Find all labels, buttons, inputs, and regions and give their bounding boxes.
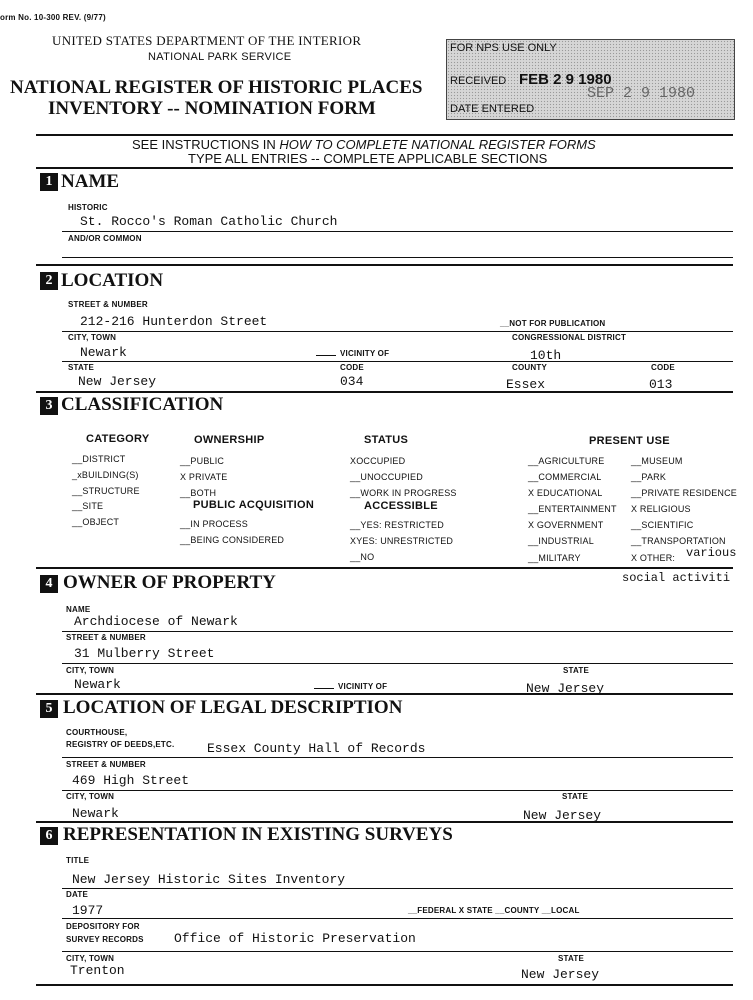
county-code-value: 013 (649, 377, 673, 392)
section-title: OWNER OF PROPERTY (63, 572, 276, 593)
category-list (72, 452, 140, 531)
status-item: XOCCUPIED (350, 456, 406, 466)
section-number: 3 (40, 397, 58, 415)
service-name: NATIONAL PARK SERVICE (148, 51, 292, 63)
instructions-line1 (132, 137, 596, 152)
field-rule (62, 663, 733, 664)
depository-label-line2: SURVEY RECORDS (66, 935, 144, 944)
public-acquisition-header: PUBLIC ACQUISITION (193, 499, 315, 511)
owner-name-label: NAME (66, 605, 91, 614)
ownership-item: __PUBLIC (180, 456, 225, 466)
common-name-label: AND/OR COMMON (68, 234, 142, 243)
field-rule (62, 331, 733, 332)
owner-name-value: Archdiocese of Newark (74, 614, 238, 629)
status-item: __WORK IN PROGRESS (350, 488, 457, 498)
other-use-value-continued: social activiti (622, 571, 731, 585)
section-number: 6 (40, 827, 58, 845)
status-list (350, 453, 457, 501)
present-use-item: X GOVERNMENT (528, 520, 604, 531)
present-use-item: __COMMERCIAL (528, 472, 602, 483)
field-rule (62, 918, 733, 919)
section-title: CLASSIFICATION (61, 394, 224, 415)
present-use-item: __SCIENTIFIC (631, 520, 694, 531)
ownership-list (180, 453, 227, 501)
ownership-header: OWNERSHIP (194, 434, 265, 446)
section-rule (36, 567, 733, 569)
present-use-item: __MUSEUM (631, 456, 683, 466)
depository-city-value: Trenton (70, 963, 125, 978)
street-value: 212-216 Hunterdon Street (80, 314, 268, 329)
nps-use-label: FOR NPS USE ONLY (450, 42, 557, 54)
other-use-value: various (686, 546, 737, 560)
owner-city-label: CITY, TOWN (66, 666, 115, 675)
street-label: STREET & NUMBER (68, 300, 148, 309)
nps-use-box (446, 39, 735, 120)
section-number: 5 (40, 700, 58, 718)
field-rule (62, 231, 733, 232)
date-entered-label: DATE ENTERED (450, 103, 535, 115)
congress-value: 10th (530, 348, 562, 363)
accessible-header: ACCESSIBLE (364, 500, 438, 512)
field-rule (62, 257, 733, 258)
present-use-list-1 (528, 453, 617, 566)
status-item: __UNOCCUPIED (350, 472, 423, 482)
county-label: COUNTY (512, 363, 547, 372)
state-value: New Jersey (78, 374, 157, 389)
field-rule (62, 631, 733, 632)
county-code-label: CODE (651, 363, 675, 372)
state-code-value: 034 (340, 374, 364, 389)
historic-name-value: St. Rocco's Roman Catholic Church (80, 214, 338, 229)
owner-state-label: STATE (563, 666, 590, 675)
legal-state-label: STATE (562, 792, 589, 801)
depository-state-value: New Jersey (521, 967, 600, 982)
depository-label-line1: DEPOSITORY FOR (66, 922, 140, 931)
field-rule (62, 951, 733, 952)
ownership-item: __BOTH (180, 488, 217, 498)
accessible-item: __YES: RESTRICTED (350, 520, 444, 530)
depository-state-label: STATE (558, 954, 585, 963)
category-item: __STRUCTURE (72, 485, 140, 496)
section-number: 1 (40, 173, 58, 191)
section-title: NAME (61, 171, 120, 192)
present-use-item: __PARK (631, 472, 667, 483)
accessible-list (350, 517, 453, 565)
depository-value: Office of Historic Preservation (174, 931, 416, 946)
acquisition-item: __IN PROCESS (180, 519, 248, 529)
courthouse-label-line1: COURTHOUSE, (66, 728, 128, 737)
category-item: __DISTRICT (72, 454, 126, 464)
county-value: Essex (506, 377, 546, 392)
instructions-line2: TYPE ALL ENTRIES -- COMPLETE APPLICABLE SECTIONS (188, 151, 548, 166)
accessible-item: XYES: UNRESTRICTED (350, 536, 454, 546)
present-use-header: PRESENT USE (589, 435, 670, 447)
legal-city-value: Newark (72, 806, 119, 821)
present-use-item: __ENTERTAINMENT (528, 504, 617, 515)
section-rule (36, 264, 733, 266)
accessible-item: __NO (350, 552, 375, 562)
header-rule (36, 134, 733, 136)
category-item: __OBJECT (72, 517, 120, 528)
present-use-item: __AGRICULTURE (528, 456, 605, 466)
legal-city-label: CITY, TOWN (66, 792, 115, 801)
owner-vicinity-label (314, 682, 387, 691)
section-rule (36, 821, 733, 823)
section-rule (36, 984, 733, 986)
field-rule (62, 757, 733, 758)
category-item: __SITE (72, 501, 104, 512)
owner-street-value: 31 Mulberry Street (74, 646, 215, 661)
depository-city-label: CITY, TOWN (66, 954, 115, 963)
field-rule (62, 790, 733, 791)
ownership-item: X PRIVATE (180, 472, 228, 482)
present-use-item: X EDUCATIONAL (528, 488, 603, 499)
present-use-item: __MILITARY (528, 552, 581, 563)
acquisition-item: __BEING CONSIDERED (180, 535, 285, 545)
present-use-item: X RELIGIOUS (631, 504, 691, 515)
form-title-line2: INVENTORY -- NOMINATION FORM (48, 98, 376, 119)
historic-label: HISTORIC (68, 203, 108, 212)
survey-levels: __FEDERAL X STATE __COUNTY __LOCAL (408, 906, 580, 915)
owner-vicinity-label-text: VICINITY OF (338, 682, 388, 691)
received-label: RECEIVED (450, 75, 507, 87)
section-number: 2 (40, 272, 58, 290)
status-header: STATUS (364, 434, 409, 446)
section-rule (36, 391, 733, 393)
section-title: REPRESENTATION IN EXISTING SURVEYS (63, 824, 453, 845)
instructions-guide-title: HOW TO COMPLETE NATIONAL REGISTER FORMS (279, 137, 596, 152)
state-label: STATE (68, 363, 95, 372)
survey-date-label: DATE (66, 890, 88, 899)
courthouse-value: Essex County Hall of Records (207, 741, 426, 756)
department-name: UNITED STATES DEPARTMENT OF THE INTERIOR (52, 33, 362, 48)
field-rule (62, 888, 733, 889)
present-use-item: __TRANSPORTATION (631, 536, 726, 547)
vicinity-label (316, 349, 389, 358)
survey-title-label: TITLE (66, 856, 90, 865)
acquisition-list (180, 516, 284, 548)
survey-title-value: New Jersey Historic Sites Inventory (72, 872, 346, 887)
category-header: CATEGORY (86, 433, 150, 445)
courthouse-label-line2: REGISTRY OF DEEDS,ETC. (66, 740, 175, 749)
form-number: orm No. 10-300 REV. (9/77) (0, 13, 106, 22)
code-label: CODE (340, 363, 364, 372)
category-item: _xBUILDING(S) (72, 469, 139, 480)
present-use-item: __PRIVATE RESIDENCE (631, 488, 737, 499)
date-entered-stamp: SEP 2 9 1980 (587, 85, 696, 102)
congress-label: CONGRESSIONAL DISTRICT (512, 333, 627, 342)
instructions-text: SEE INSTRUCTIONS IN (132, 137, 280, 152)
section-number: 4 (40, 575, 58, 593)
city-value: Newark (80, 345, 127, 360)
survey-date-value: 1977 (72, 903, 104, 918)
owner-city-value: Newark (74, 677, 121, 692)
owner-state-value: New Jersey (526, 681, 605, 696)
city-label: CITY, TOWN (68, 333, 117, 342)
legal-street-label: STREET & NUMBER (66, 760, 146, 769)
section-rule (36, 693, 733, 695)
section-title: LOCATION OF LEGAL DESCRIPTION (63, 697, 403, 718)
present-use-item: X OTHER: (631, 552, 676, 563)
legal-street-value: 469 High Street (72, 773, 190, 788)
legal-state-value: New Jersey (523, 808, 602, 823)
owner-street-label: STREET & NUMBER (66, 633, 146, 642)
section-title: LOCATION (61, 270, 164, 291)
not-for-publication: __NOT FOR PUBLICATION (500, 319, 606, 328)
present-use-item: __INDUSTRIAL (528, 536, 594, 547)
form-title-line1: NATIONAL REGISTER OF HISTORIC PLACES (10, 77, 423, 98)
field-rule (62, 361, 733, 362)
received-stamp: FEB 2 9 1980 (519, 71, 612, 88)
vicinity-label-text: VICINITY OF (340, 349, 390, 358)
section-rule (36, 167, 733, 169)
